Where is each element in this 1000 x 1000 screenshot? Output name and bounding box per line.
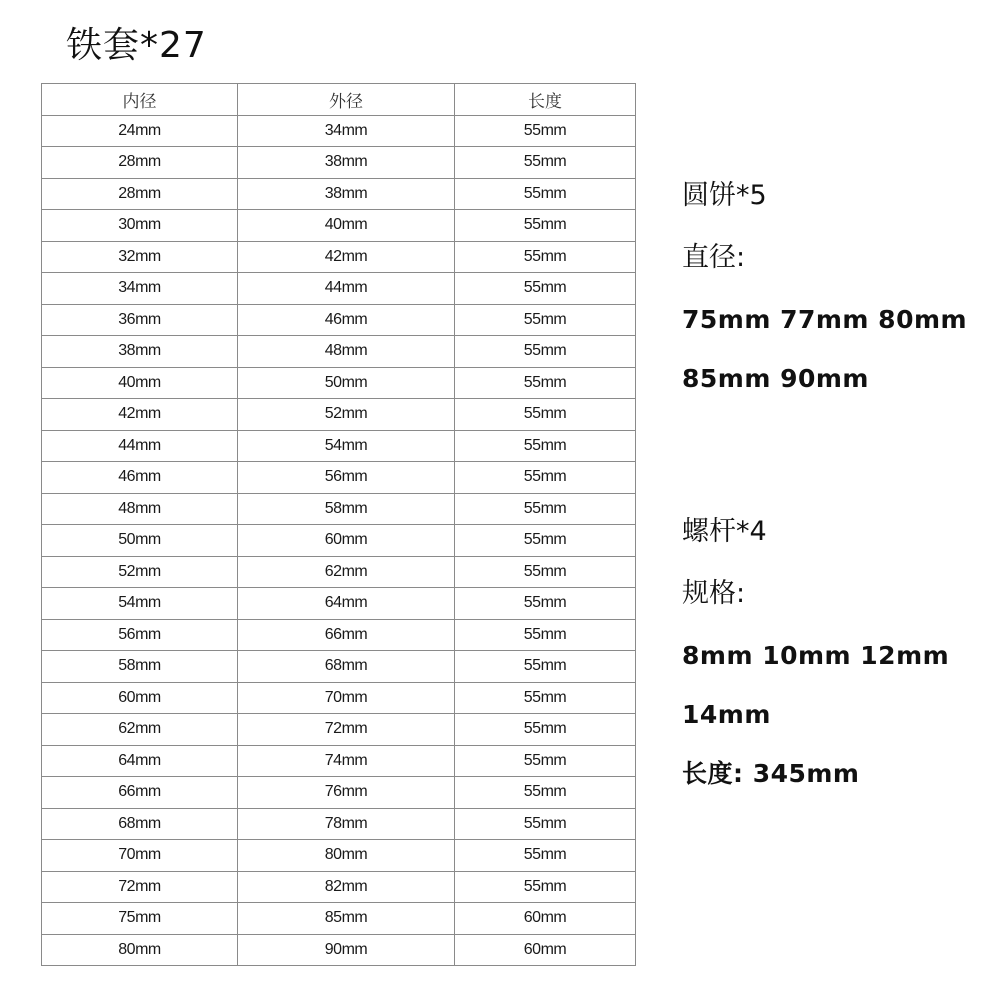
cell-length: 60mm [455, 934, 636, 966]
table-row [42, 367, 636, 399]
cell-inner-diameter: 56mm [42, 619, 238, 651]
cell-outer-diameter: 56mm [238, 462, 455, 494]
cell-outer-diameter: 70mm [238, 682, 455, 714]
cell-outer-diameter: 66mm [238, 619, 455, 651]
cell-length: 55mm [455, 871, 636, 903]
sleeve-spec-table [41, 83, 636, 966]
cell-inner-diameter: 50mm [42, 525, 238, 557]
table-body [42, 115, 636, 966]
cell-inner-diameter: 75mm [42, 903, 238, 935]
table-row [42, 619, 636, 651]
cell-outer-diameter: 52mm [238, 399, 455, 431]
table-row [42, 808, 636, 840]
table-row [42, 462, 636, 494]
cell-inner-diameter: 42mm [42, 399, 238, 431]
table-row [42, 556, 636, 588]
cell-inner-diameter: 46mm [42, 462, 238, 494]
cell-length: 55mm [455, 367, 636, 399]
cell-inner-diameter: 32mm [42, 241, 238, 273]
discs-sizes-line2: 85mm 90mm [682, 364, 869, 393]
cell-inner-diameter: 70mm [42, 840, 238, 872]
screw-rods-spec-label: 规格: [682, 578, 746, 609]
cell-inner-diameter: 54mm [42, 588, 238, 620]
table-row [42, 241, 636, 273]
cell-outer-diameter: 58mm [238, 493, 455, 525]
cell-outer-diameter: 74mm [238, 745, 455, 777]
cell-inner-diameter: 62mm [42, 714, 238, 746]
table-row [42, 777, 636, 809]
screw-rods-heading: 螺杆*4 [682, 516, 767, 547]
screw-rods-sizes-line2: 14mm [682, 700, 771, 729]
cell-length: 55mm [455, 525, 636, 557]
cell-inner-diameter: 38mm [42, 336, 238, 368]
cell-outer-diameter: 34mm [238, 115, 455, 147]
cell-outer-diameter: 90mm [238, 934, 455, 966]
cell-length: 55mm [455, 241, 636, 273]
cell-outer-diameter: 40mm [238, 210, 455, 242]
cell-length: 55mm [455, 588, 636, 620]
cell-inner-diameter: 36mm [42, 304, 238, 336]
cell-inner-diameter: 34mm [42, 273, 238, 305]
cell-outer-diameter: 72mm [238, 714, 455, 746]
table-row [42, 430, 636, 462]
cell-length: 55mm [455, 430, 636, 462]
cell-outer-diameter: 46mm [238, 304, 455, 336]
cell-outer-diameter: 62mm [238, 556, 455, 588]
cell-outer-diameter: 42mm [238, 241, 455, 273]
cell-length: 55mm [455, 462, 636, 494]
cell-length: 55mm [455, 273, 636, 305]
table-row [42, 399, 636, 431]
cell-inner-diameter: 28mm [42, 178, 238, 210]
cell-outer-diameter: 80mm [238, 840, 455, 872]
cell-length: 55mm [455, 651, 636, 683]
table-row [42, 840, 636, 872]
cell-outer-diameter: 38mm [238, 147, 455, 179]
table-row [42, 903, 636, 935]
discs-sizes-line1: 75mm 77mm 80mm [682, 305, 968, 334]
cell-length: 55mm [455, 493, 636, 525]
cell-inner-diameter: 52mm [42, 556, 238, 588]
cell-length: 55mm [455, 336, 636, 368]
table-row [42, 210, 636, 242]
cell-length: 55mm [455, 682, 636, 714]
cell-inner-diameter: 58mm [42, 651, 238, 683]
table-row [42, 336, 636, 368]
cell-length: 55mm [455, 840, 636, 872]
cell-length: 55mm [455, 745, 636, 777]
cell-length: 55mm [455, 619, 636, 651]
discs-heading: 圆饼*5 [682, 180, 767, 211]
table-row [42, 304, 636, 336]
table-row [42, 745, 636, 777]
cell-inner-diameter: 28mm [42, 147, 238, 179]
header-length: 长度 [455, 84, 636, 116]
cell-outer-diameter: 78mm [238, 808, 455, 840]
cell-inner-diameter: 64mm [42, 745, 238, 777]
cell-length: 55mm [455, 714, 636, 746]
cell-length: 55mm [455, 556, 636, 588]
header-inner-diameter: 内径 [42, 84, 238, 116]
cell-outer-diameter: 60mm [238, 525, 455, 557]
cell-inner-diameter: 68mm [42, 808, 238, 840]
cell-inner-diameter: 48mm [42, 493, 238, 525]
table-header-row [42, 84, 636, 116]
table-row [42, 871, 636, 903]
table-row [42, 147, 636, 179]
table-row [42, 714, 636, 746]
cell-inner-diameter: 40mm [42, 367, 238, 399]
cell-outer-diameter: 82mm [238, 871, 455, 903]
cell-inner-diameter: 80mm [42, 934, 238, 966]
cell-outer-diameter: 38mm [238, 178, 455, 210]
cell-inner-diameter: 66mm [42, 777, 238, 809]
table-row [42, 115, 636, 147]
cell-outer-diameter: 48mm [238, 336, 455, 368]
cell-outer-diameter: 50mm [238, 367, 455, 399]
cell-outer-diameter: 85mm [238, 903, 455, 935]
header-outer-diameter: 外径 [238, 84, 455, 116]
cell-inner-diameter: 30mm [42, 210, 238, 242]
cell-length: 55mm [455, 147, 636, 179]
table-row [42, 651, 636, 683]
cell-outer-diameter: 76mm [238, 777, 455, 809]
cell-outer-diameter: 64mm [238, 588, 455, 620]
cell-length: 55mm [455, 808, 636, 840]
screw-rods-length: 长度: 345mm [682, 759, 860, 788]
cell-length: 55mm [455, 777, 636, 809]
screw-rods-sizes-line1: 8mm 10mm 12mm [682, 641, 950, 670]
cell-inner-diameter: 24mm [42, 115, 238, 147]
cell-outer-diameter: 44mm [238, 273, 455, 305]
table-row [42, 178, 636, 210]
cell-length: 55mm [455, 115, 636, 147]
table-row [42, 934, 636, 966]
table-row [42, 493, 636, 525]
discs-diameter-label: 直径: [682, 242, 746, 273]
cell-length: 55mm [455, 210, 636, 242]
table-row [42, 525, 636, 557]
cell-inner-diameter: 60mm [42, 682, 238, 714]
cell-outer-diameter: 68mm [238, 651, 455, 683]
page-title: 铁套*27 [66, 25, 207, 66]
cell-length: 55mm [455, 178, 636, 210]
cell-length: 60mm [455, 903, 636, 935]
cell-length: 55mm [455, 399, 636, 431]
cell-length: 55mm [455, 304, 636, 336]
cell-inner-diameter: 44mm [42, 430, 238, 462]
table-row [42, 273, 636, 305]
cell-outer-diameter: 54mm [238, 430, 455, 462]
cell-inner-diameter: 72mm [42, 871, 238, 903]
table-row [42, 682, 636, 714]
table-row [42, 588, 636, 620]
